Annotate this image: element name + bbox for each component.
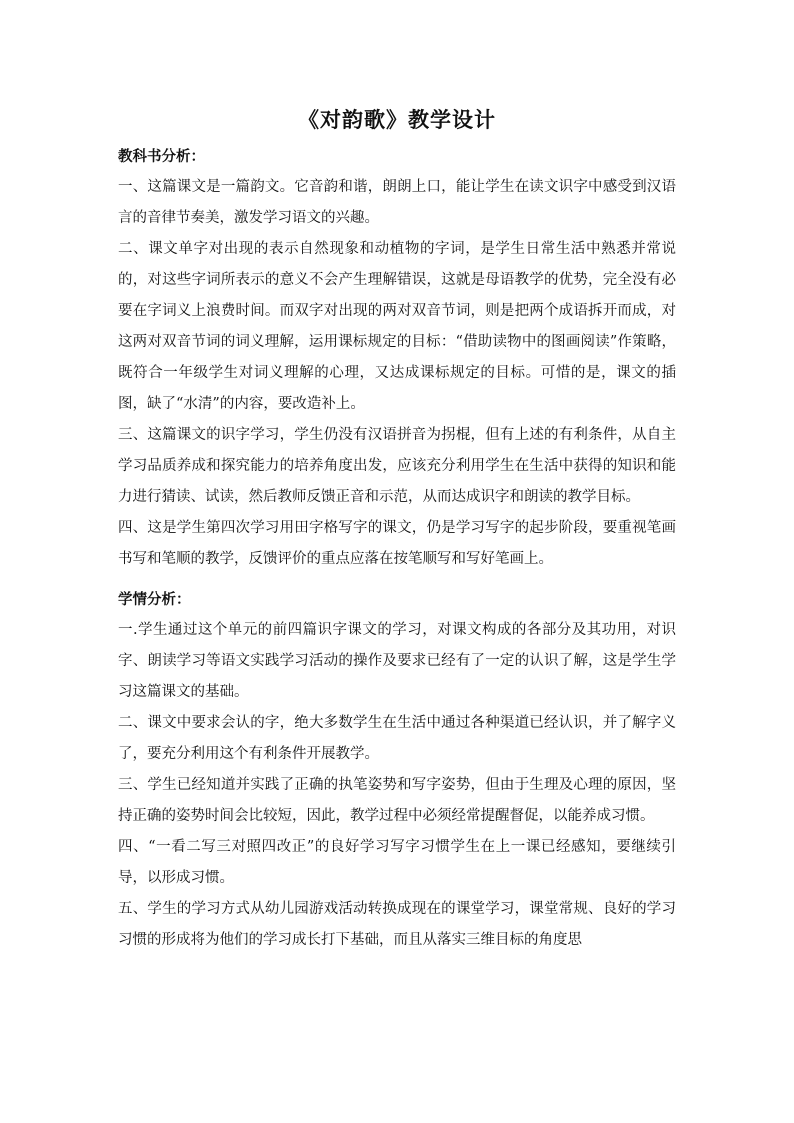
paragraph: 二、课文单字对出现的表示自然现象和动植物的字词，是学生日常生活中熟悉并常说的，对这些字词所表示的意义不会产生理解错误，这就是母语教学的优势，完全没有必要在字词义上浪费时间。而双字对出现的两对双音节词，则是把两个成语拆开而成，对这两对双音节词的词义理解，运用课标规定的目标：“借助读物中的图画阅读”作策略，既符合一年级学生对词义理解的心理，又达成课标规定的目标。可惜的是，课文的插图，缺了“水清”的内容，要改造补上。: [118, 241, 676, 412]
paragraph: 五、学生的学习方式从幼儿园游戏活动转换成现在的课堂学习，课堂常规、良好的学习习惯的形成将为他们的学习成长打下基础，而且从落实三维目标的角度思: [118, 901, 676, 948]
section-heading: 教科书分析：: [118, 148, 205, 165]
section-heading: 学情分析：: [118, 591, 191, 608]
paragraph: 三、学生已经知道并实践了正确的执笔姿势和写字姿势，但由于生理及心理的原因，坚持正确的姿势时间会比较短，因此，教学过程中必须经常提醒督促，以能养成习惯。: [118, 777, 676, 824]
page-title: 《对韵歌》教学设计: [298, 107, 496, 132]
learner-analysis-section: [118, 584, 676, 956]
paragraph: 一、这篇课文是一篇韵文。它音韵和谐，朗朗上口，能让学生在读文识字中感受到汉语言的音律节奏美，激发学习语文的兴趣。: [118, 179, 676, 226]
paragraph: 四、这是学生第四次学习用田字格写字的课文，仍是学习写字的起步阶段，要重视笔画书写和笔顺的教学，反馈评价的重点应落在按笔顺写和写好笔画上。: [118, 520, 676, 567]
paragraph: 一.学生通过这个单元的前四篇识字课文的学习，对课文构成的各部分及其功用，对识字、朗读学习等语文实践学习活动的操作及要求已经有了一定的认识了解，这是学生学习这篇课文的基础。: [118, 622, 676, 700]
textbook-analysis-section: [118, 141, 676, 575]
paragraph: 四、“一看二写三对照四改正”的良好学习写字习惯学生在上一课已经感知，要继续引导，以形成习惯。: [118, 839, 676, 886]
paragraph: 三、这篇课文的识字学习，学生仍没有汉语拼音为拐棍，但有上述的有利条件，从自主学习品质养成和探究能力的培养角度出发，应该充分利用学生在生活中获得的知识和能力进行猜读、试读，然后教师反馈正音和示范，从而达成识字和朗读的教学目标。: [118, 427, 676, 505]
paragraph: 二、课文中要求会认的字，绝大多数学生在生活中通过各种渠道已经认识，并了解字义了，要充分利用这个有利条件开展教学。: [118, 715, 676, 762]
document-body: [118, 141, 676, 956]
